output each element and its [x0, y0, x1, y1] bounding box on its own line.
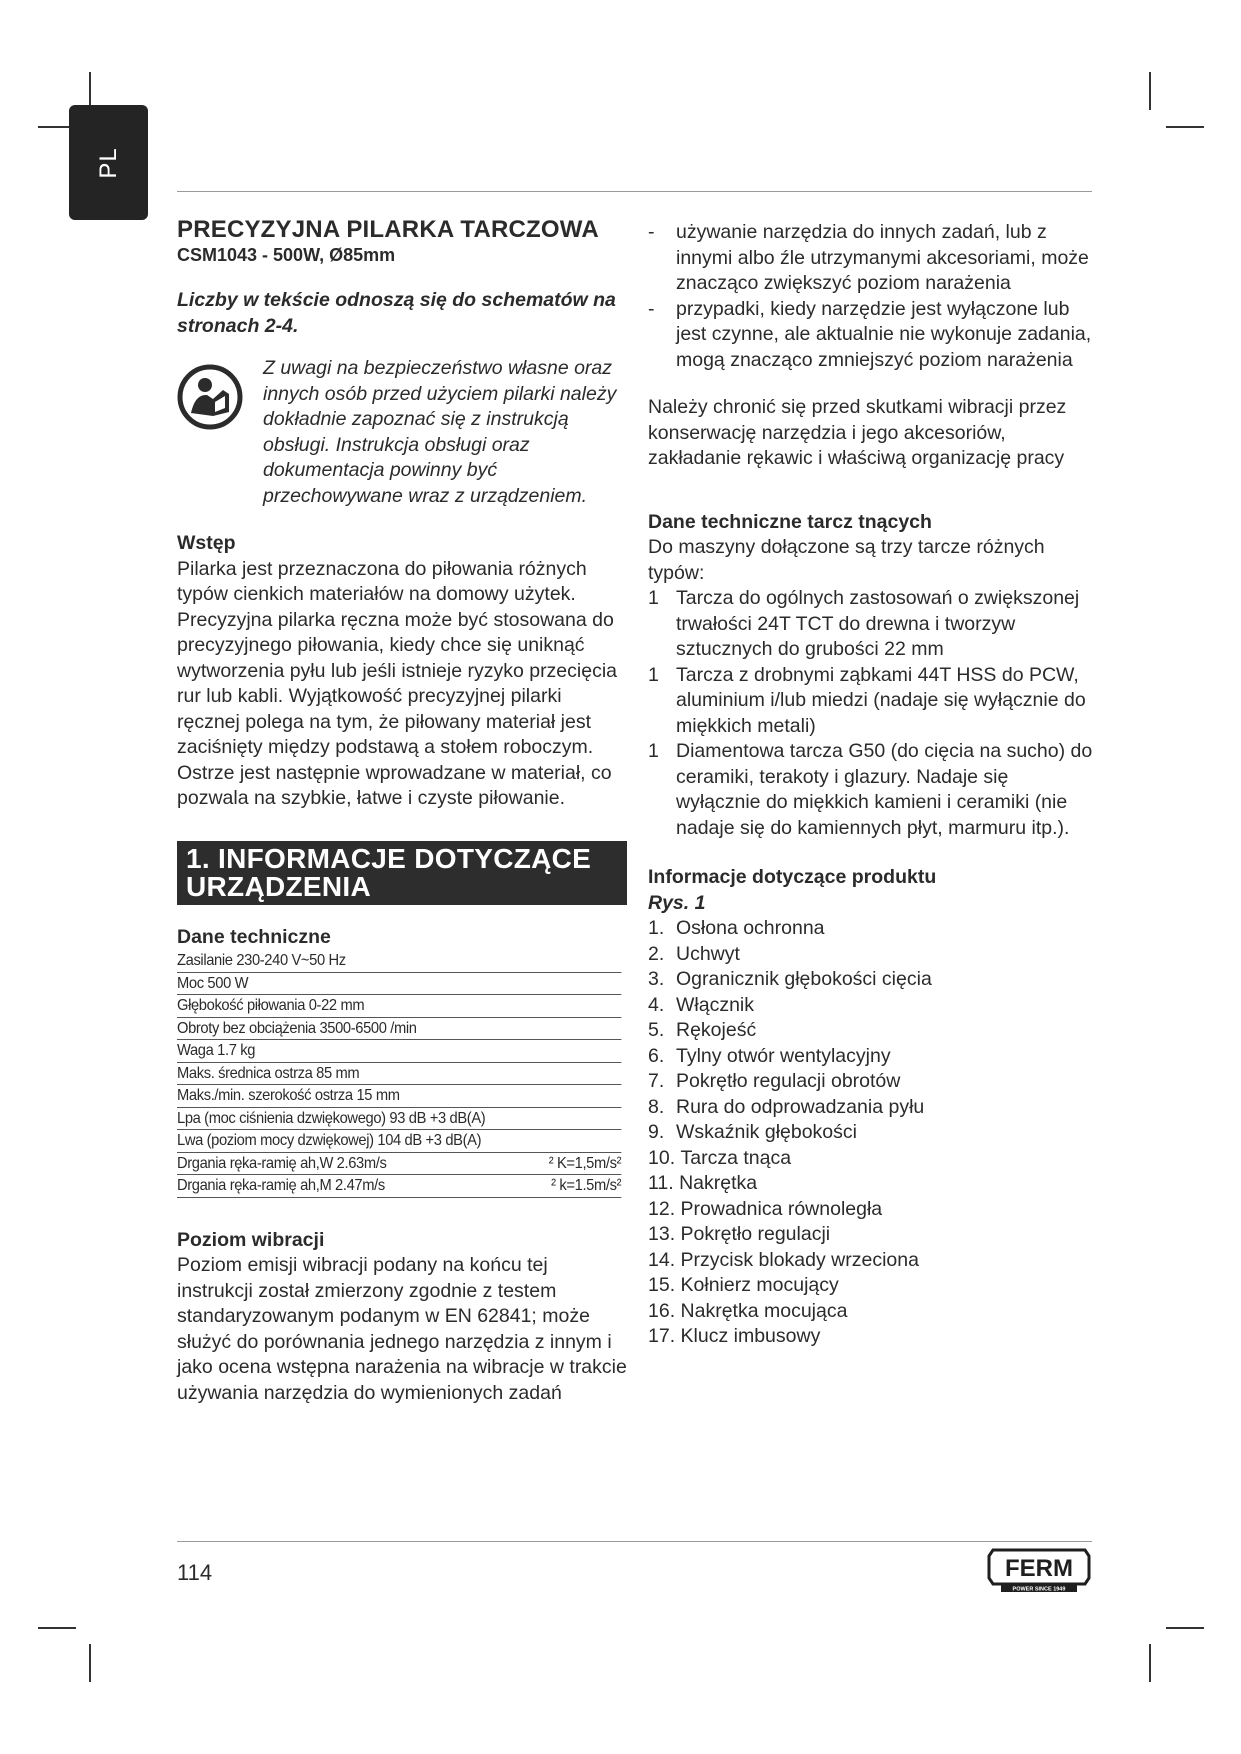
protection-text: Należy chronić się przed skutkami wibracji przez konserwację narzędzia i jego akcesoriów, zakładanie rękawic i właściwą organizację pracy: [648, 396, 1067, 469]
spec-value: [616, 1085, 622, 1107]
spec-value: [616, 1063, 622, 1085]
model-subtitle: CSM1043 - 500W, Ø85mm: [177, 245, 396, 265]
list-item: [648, 1273, 1098, 1299]
list-text: Diamentowa tarcza G50 (do cięcia na sucho) do ceramiki, terakoty i glazury. Nadaje się wyłącznie do miękkich kamieni i ceramiki (nie nadaje się do kamiennych płyt, marmuru itp.).: [676, 740, 1093, 839]
list-item: [648, 1095, 1098, 1121]
spec-row: [177, 1175, 621, 1198]
list-text: Osłona ochronna: [676, 917, 825, 939]
spec-label: Drgania ręka-ramię ah,W 2.63m/s: [177, 1154, 387, 1172]
header-rule: [177, 191, 1092, 192]
list-text: Tarcza z drobnymi ząbkami 44T HSS do PCW, aluminium i/lub miedzi (nadaje się wyłącznie do miękkich metali): [676, 663, 1086, 737]
blades-heading: Dane techniczne tarcz tnących: [648, 510, 932, 533]
list-marker: 10.: [648, 1146, 676, 1169]
crop-mark: [1166, 126, 1204, 128]
list-text: Przycisk blokady wrzeciona: [680, 1248, 919, 1271]
right-column: [648, 220, 1098, 1350]
list-item: [648, 1044, 1098, 1070]
spec-value: ² k=1.5m/s²: [551, 1177, 622, 1194]
crop-mark: [38, 1627, 76, 1629]
list-item: [648, 1120, 1098, 1146]
crop-mark: [1149, 72, 1151, 110]
list-item: [648, 1146, 1098, 1172]
spec-value: [616, 1130, 622, 1152]
list-item: [648, 942, 1098, 968]
spec-row: [177, 950, 621, 973]
spec-row: [177, 1153, 621, 1176]
list-marker: 1.: [648, 917, 665, 939]
list-marker: 7.: [648, 1070, 665, 1092]
list-item: [648, 967, 1098, 993]
spec-label: Lpa (moc ciśnienia dzwiękowego) 93 dB +3 dB(A): [177, 1109, 486, 1127]
list-marker: 17.: [648, 1325, 676, 1347]
product-heading: Informacje dotyczące produktu: [648, 866, 937, 888]
list-marker: -: [648, 297, 655, 320]
spec-label: Maks./min. szerokość ostrza 15 mm: [177, 1087, 400, 1104]
ferm-logo: [987, 1548, 1091, 1592]
list-marker: 12.: [648, 1197, 676, 1220]
language-label: PL: [94, 146, 122, 179]
crop-mark: [1149, 1644, 1151, 1682]
list-item: [648, 993, 1098, 1019]
parts-list: [648, 916, 1098, 1350]
list-text: Klucz imbusowy: [680, 1325, 821, 1347]
spec-row: [177, 1108, 621, 1131]
spec-row: [177, 995, 621, 1018]
list-text: Ogranicznik głębokości cięcia: [676, 968, 932, 990]
page-number: 114: [177, 1560, 213, 1585]
language-tab: [69, 105, 148, 220]
spec-label: Maks. średnica ostrza 85 mm: [177, 1064, 360, 1082]
list-marker: 5.: [648, 1019, 665, 1041]
spec-label: Obroty bez obciążenia 3500-6500 /min: [177, 1019, 417, 1037]
spec-row: [177, 1130, 621, 1153]
list-text: Nakrętka: [679, 1172, 758, 1194]
list-text: przypadki, kiedy narzędzie jest wyłączone lub jest czynne, ale aktualnie nie wykonuje zadania, mogą znacząco zmniejszyć poziom narażenia: [676, 297, 1092, 371]
list-text: Uchwyt: [676, 942, 740, 965]
spec-value: [616, 973, 622, 995]
spec-label: Głębokość piłowania 0-22 mm: [177, 997, 365, 1014]
list-item: [648, 1222, 1098, 1248]
intro-text: Pilarka jest przeznaczona do piłowania różnych typów cienkich materiałów na domowy użytek. Precyzyjna pilarka ręczna może być stosowana do precyzyjnego piłowania, kiedy chce się uniknąć wytworzenia pyłu lub jeśli istnieje ryzyko przecięcia rur lub kabli. Wyjątkowość precyzyjnej pilarki ręcznej polega na tym, że piłowany materiał jest zaciśnięty między podstawą a stołem roboczym. Ostrze jest następnie wprowadzane w materiał, co pozwala na szybkie, łatwe i czyste piłowanie.: [177, 557, 618, 809]
reference-note: Liczby w tekście odnoszą się do schematów na stronach 2-4.: [177, 289, 616, 337]
list-marker: 1: [648, 587, 659, 609]
list-marker: 16.: [648, 1299, 676, 1322]
logo-text: FERM: [1005, 1555, 1073, 1582]
list-item: [648, 220, 1098, 297]
list-marker: 3.: [648, 968, 665, 990]
list-text: Pokrętło regulacji obrotów: [676, 1070, 901, 1092]
exposure-list: [648, 220, 1098, 373]
page-title: PRECYZYJNA PILARKA TARCZOWA: [177, 216, 599, 243]
list-item: [648, 1197, 1098, 1223]
list-text: Nakrętka mocująca: [680, 1299, 848, 1322]
spec-value: [616, 950, 622, 972]
list-marker: 1: [648, 740, 659, 762]
list-item: [648, 1069, 1098, 1095]
spec-label: Zasilanie 230-240 V~50 Hz: [177, 952, 346, 969]
spec-value: [616, 1040, 622, 1062]
list-marker: 4.: [648, 993, 665, 1016]
list-text: Tarcza do ogólnych zastosowań o zwiększonej trwałości 24T TCT do drewna i tworzyw sztucznych do grubości 22 mm: [676, 587, 1080, 660]
spec-row: [177, 973, 621, 996]
list-item: [648, 663, 1098, 740]
crop-mark: [1166, 1627, 1204, 1629]
list-marker: 1: [648, 663, 659, 686]
read-manual-icon: [177, 364, 243, 430]
spec-label: Lwa (poziom mocy dzwiękowej) 104 dB +3 dB(A): [177, 1132, 482, 1149]
spec-row: [177, 1040, 621, 1063]
crop-mark: [89, 1644, 91, 1682]
list-marker: 11.: [648, 1172, 674, 1194]
list-item: [648, 1171, 1098, 1197]
spec-row: [177, 1063, 621, 1086]
spec-value: [616, 1108, 622, 1130]
spec-label: Drgania ręka-ramię ah,M 2.47m/s: [177, 1177, 385, 1194]
list-item: [648, 916, 1098, 942]
list-text: Kołnierz mocujący: [680, 1274, 839, 1296]
tech-heading: Dane techniczne: [177, 925, 331, 948]
list-text: Tarcza tnąca: [680, 1146, 792, 1169]
section-heading: [177, 841, 627, 905]
spec-value: [616, 995, 622, 1017]
list-marker: 14.: [648, 1248, 676, 1271]
safety-notice-text: Z uwagi na bezpieczeństwo własne oraz innych osób przed użyciem pilarki należy dokładnie zapoznać się z instrukcją obsługi. Instrukcja obsługi oraz dokumentacja powinny być przechowywane wraz z urządzeniem.: [263, 357, 617, 507]
section-heading-line1: 1. INFORMACJE DOTYCZĄCE: [186, 842, 592, 874]
list-text: Pokrętło regulacji: [680, 1223, 831, 1245]
list-marker: 15.: [648, 1274, 676, 1296]
list-item: [648, 1299, 1098, 1325]
list-marker: 8.: [648, 1095, 665, 1118]
list-item: [648, 1018, 1098, 1044]
list-text: Tylny otwór wentylacyjny: [676, 1044, 891, 1067]
list-marker: -: [648, 221, 655, 243]
left-column: [177, 216, 627, 1406]
list-text: Prowadnica równoległa: [680, 1197, 883, 1220]
spec-value: [616, 1018, 622, 1040]
spec-label: Moc 500 W: [177, 974, 249, 992]
blades-list: [648, 586, 1098, 841]
figure-reference: Rys. 1: [648, 891, 706, 914]
footer-rule: [177, 1541, 1092, 1542]
vibration-text: Poziom emisji wibracji podany na końcu tej instrukcji został zmierzony zgodnie z testem standaryzowanym podanym w EN 62841; może służyć do porównania jednego narzędzia z innym i jako ocena wstępna narażenia na wibracje w trakcie używania narzędzia do wymienionych zadań: [177, 1254, 627, 1404]
list-item: [648, 297, 1098, 374]
spec-row: [177, 1085, 621, 1108]
spec-value: ² K=1,5m/s²: [548, 1154, 622, 1172]
section-heading-line2: URZĄDZENIA: [186, 870, 371, 902]
blades-intro: Do maszyny dołączone są trzy tarcze różnych typów:: [648, 536, 1045, 584]
logo-tagline: POWER SINCE 1949: [1012, 1586, 1066, 1592]
list-item: [648, 586, 1098, 663]
list-text: Rura do odprowadzania pyłu: [676, 1095, 925, 1118]
safety-notice: [177, 356, 627, 509]
spec-row: [177, 1018, 621, 1041]
list-text: Wskaźnik głębokości: [676, 1121, 857, 1143]
list-marker: 9.: [648, 1121, 665, 1143]
list-item: [648, 1248, 1098, 1274]
intro-heading: Wstęp: [177, 532, 236, 554]
spec-label: Waga 1.7 kg: [177, 1042, 256, 1059]
list-text: Rękojeść: [676, 1019, 757, 1041]
list-text: używanie narzędzia do innych zadań, lub z innymi albo źle utrzymanymi akcesoriami, może znacząco zwiększyć poziom narażenia: [676, 221, 1089, 294]
list-marker: 2.: [648, 942, 665, 965]
spec-table: [177, 950, 624, 1198]
list-item: [648, 739, 1098, 841]
list-marker: 13.: [648, 1223, 676, 1245]
list-marker: 6.: [648, 1044, 665, 1067]
list-item: [648, 1324, 1098, 1350]
vibration-heading: Poziom wibracji: [177, 1228, 325, 1251]
list-text: Włącznik: [676, 993, 755, 1016]
